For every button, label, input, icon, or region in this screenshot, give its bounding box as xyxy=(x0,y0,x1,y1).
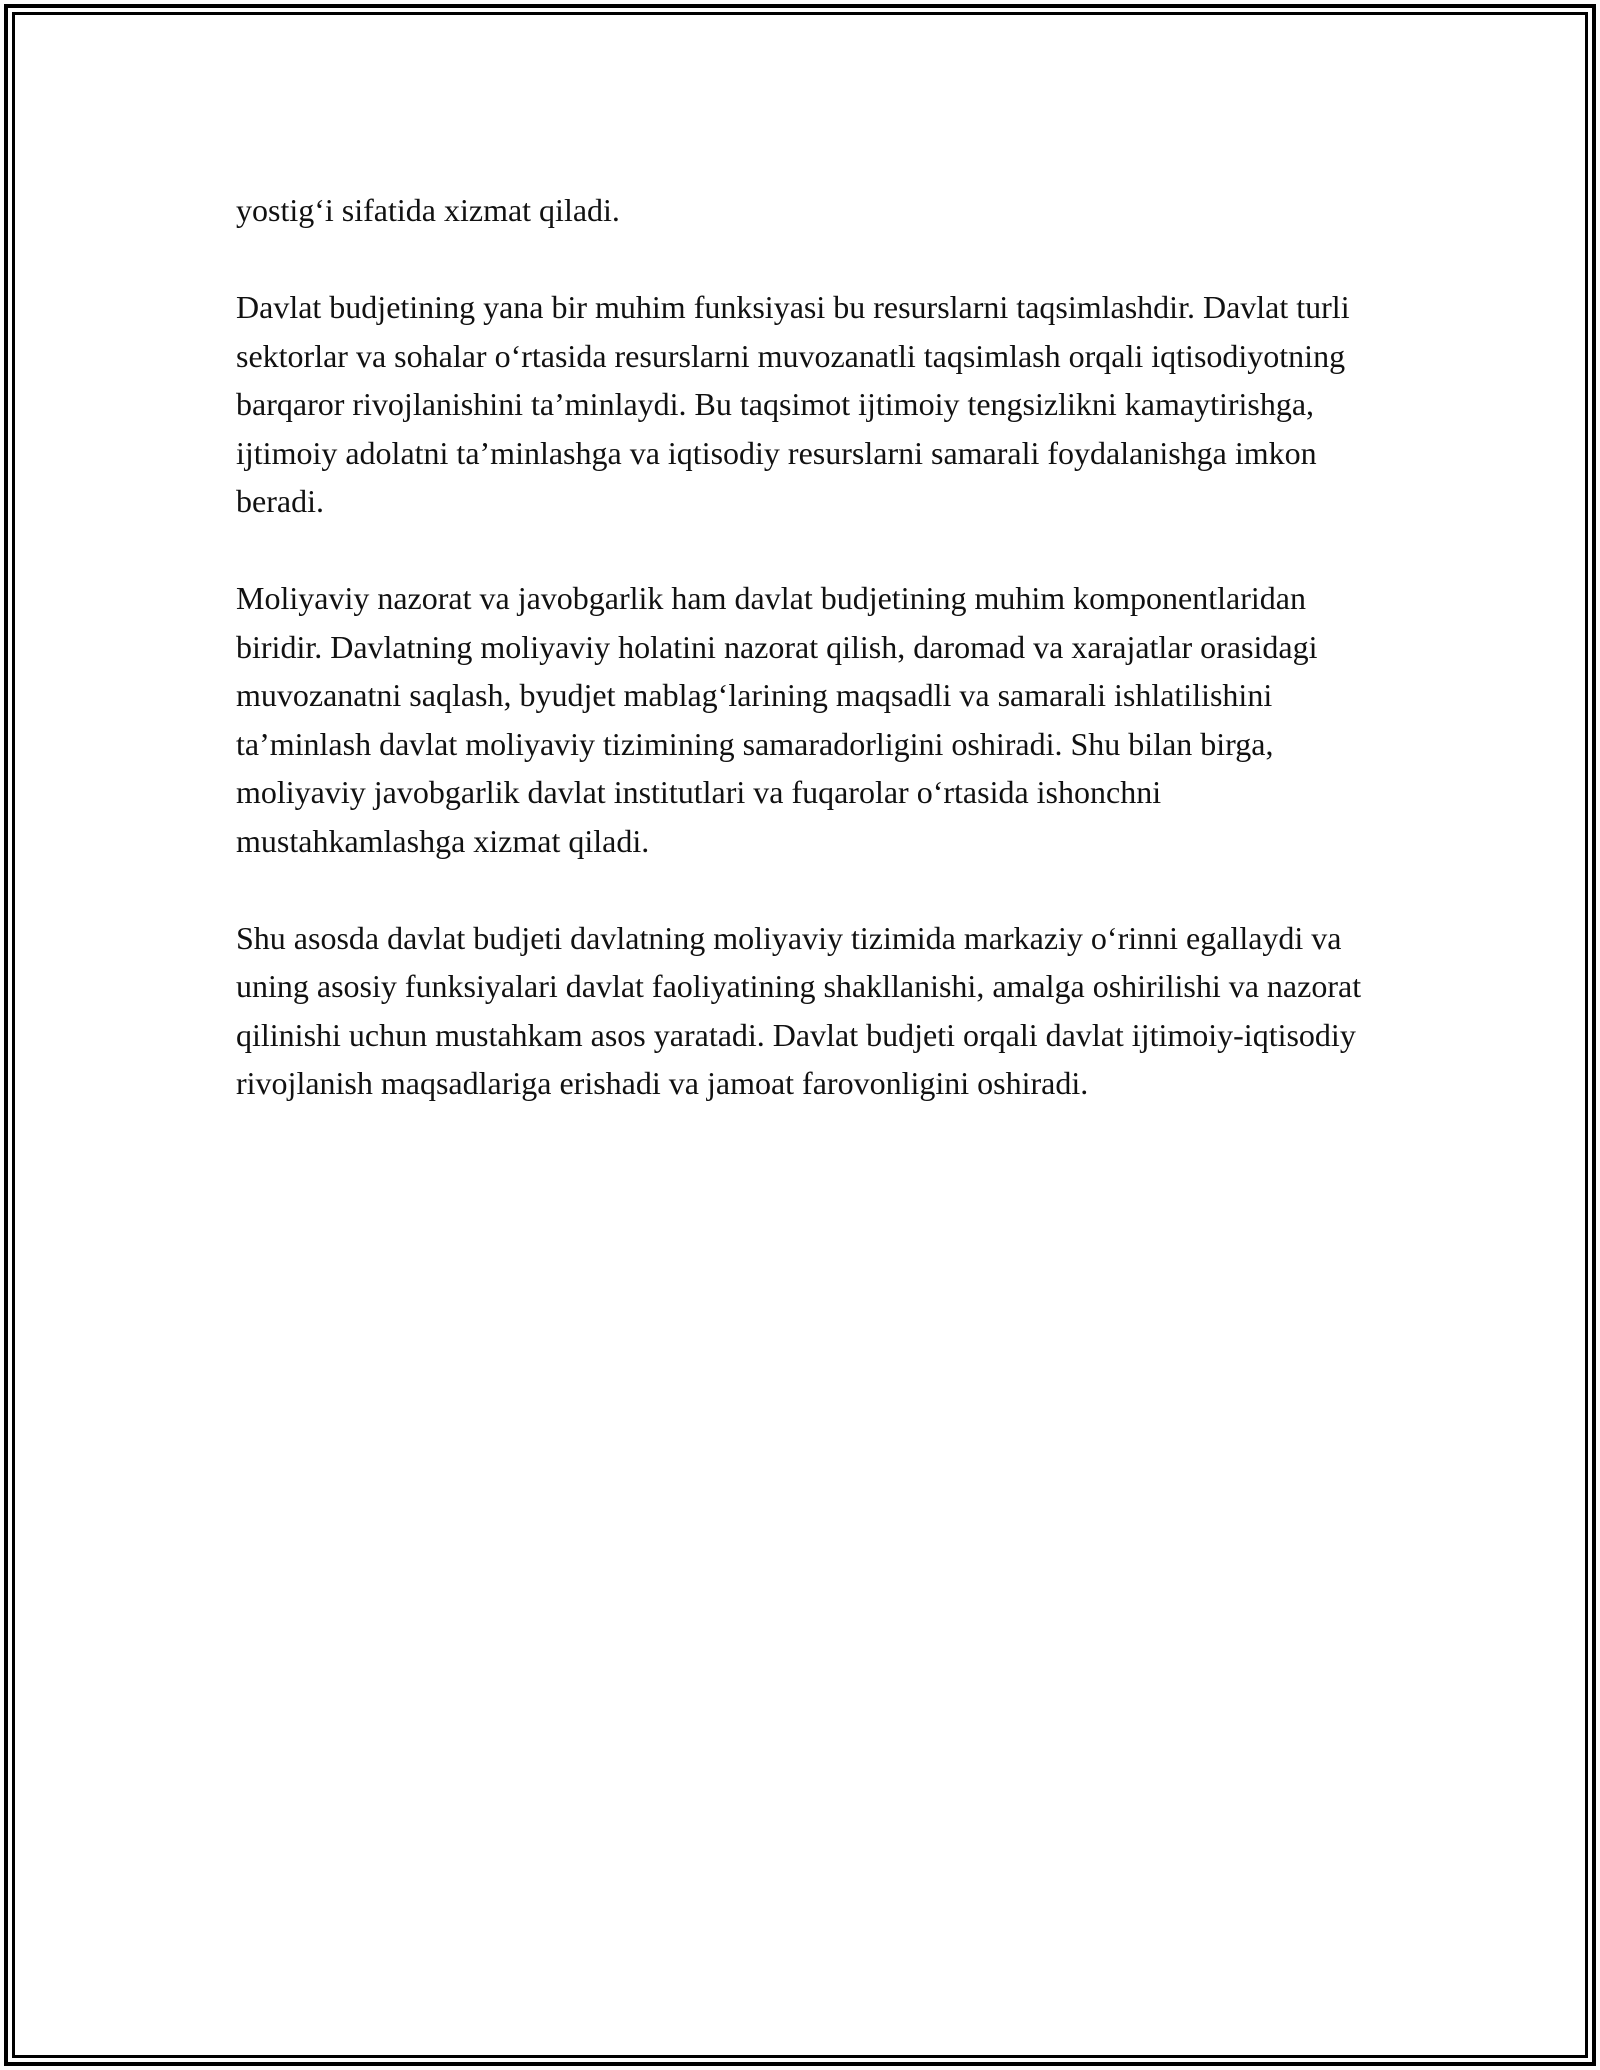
paragraph-continuation: yostig‘i sifatida xizmat qiladi. xyxy=(236,192,620,228)
paragraph-resource-allocation: Davlat budjetining yana bir muhim funksiyasi bu resurslarni taqsimlashdir. Davlat turli sektorlar va sohalar o‘rtasida resurslarni muvozanatli taqsimlash orqali iqtisodiyotning barqaror rivojlanishini ta’minlaydi. Bu taqsimot ijtimoiy tengsizlikni kamaytirishga, ijtimoiy adolatni ta’minlashga va iqtisodiy resurslarni samarali foydalanishga imkon beradi. xyxy=(236,289,1350,519)
paragraph-conclusion: Shu asosda davlat budjeti davlatning moliyaviy tizimida markaziy o‘rinni egallaydi va uning asosiy funksiyalari davlat faoliyatining shakllanishi, amalga oshirilishi va nazorat qilinishi uchun mustahkam asos yaratadi. Davlat budjeti orqali davlat ijtimoiy-iqtisodiy rivojlanish maqsadlariga erishadi va jamoat farovonligini oshiradi. xyxy=(236,919,1362,1101)
document-body xyxy=(236,186,1366,1156)
paragraph-financial-control: Moliyaviy nazorat va javobgarlik ham davlat budjetining muhim komponentlaridan biridir. Davlatning moliyaviy holatini nazorat qilish, daromad va xarajatlar orasidagi muvozanatni saqlash, byudjet mablag‘larining maqsadli va samarali ishlatilishini ta’minlash davlat moliyaviy tizimining samaradorligini oshiradi. Shu bilan birga, moliyaviy javobgarlik davlat institutlari va fuqarolar o‘rtasida ishonchni mustahkamlashga xizmat qiladi. xyxy=(236,580,1318,859)
